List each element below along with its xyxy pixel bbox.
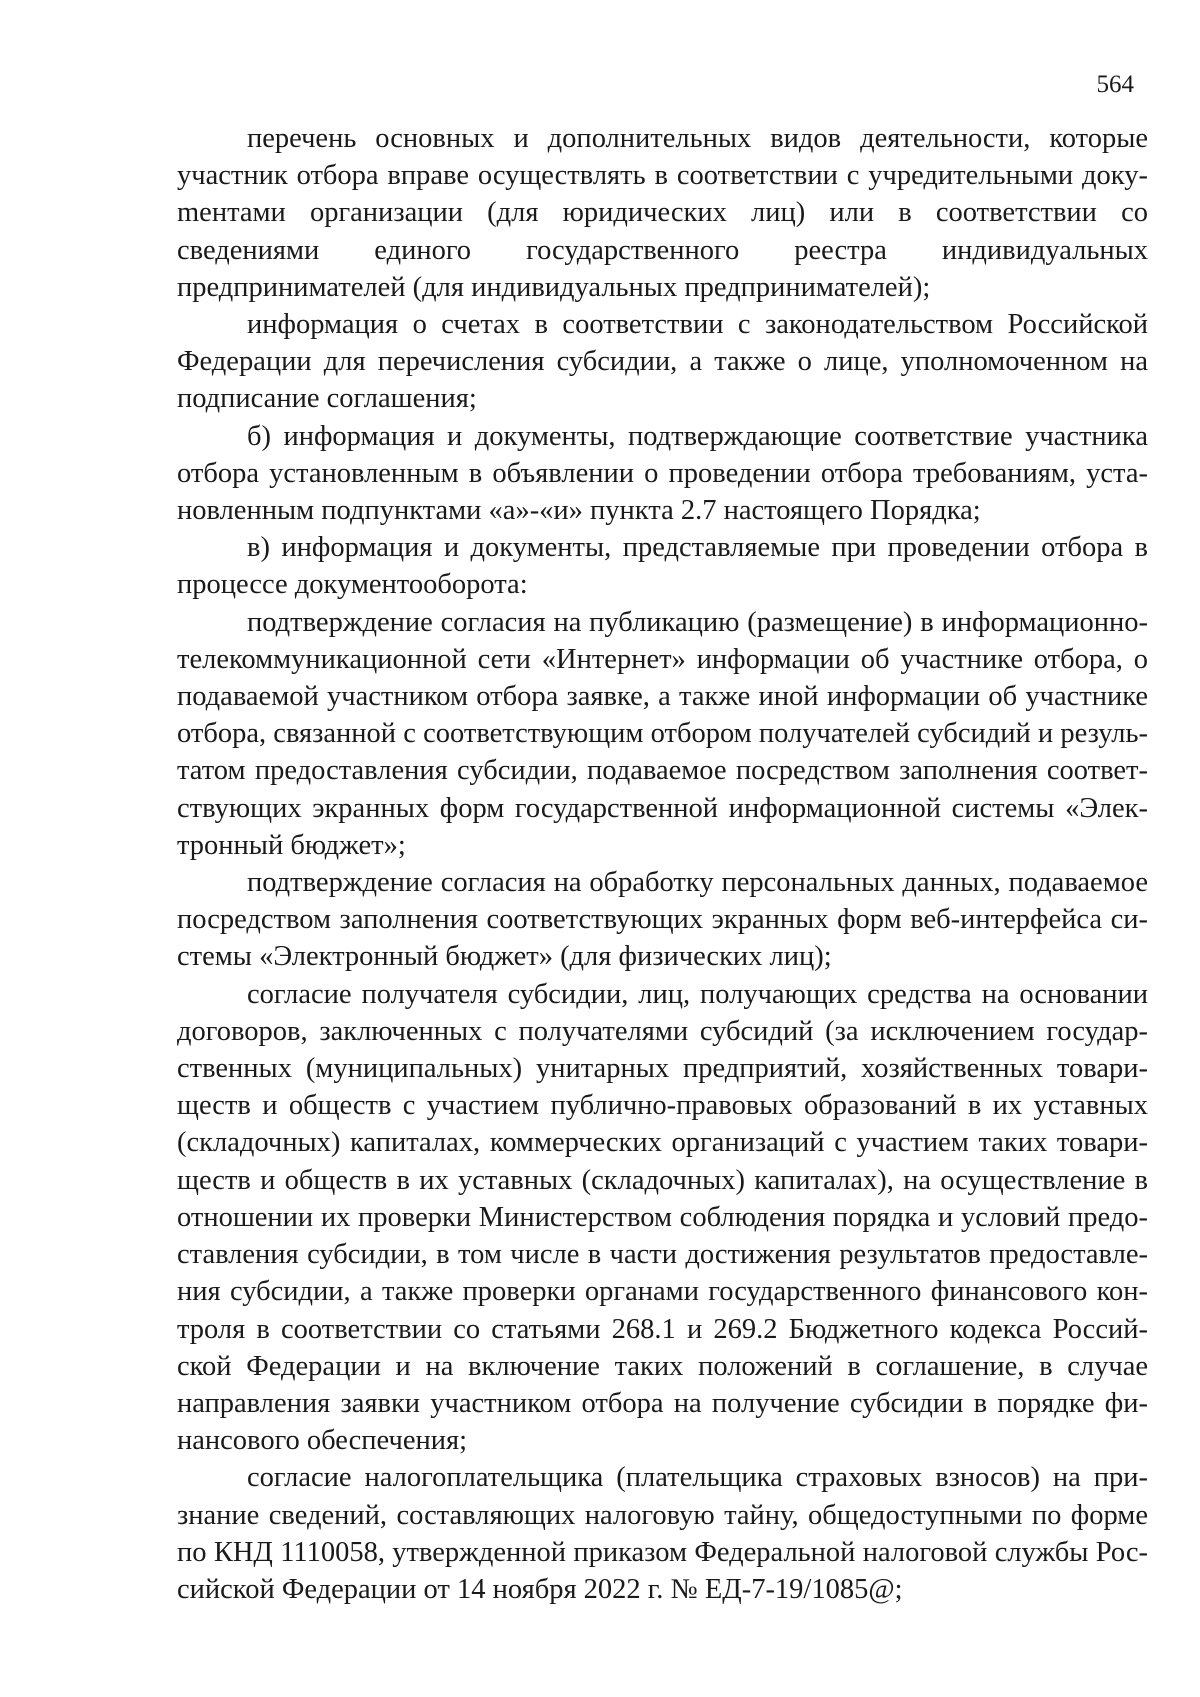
paragraph-bank-accounts: информация о счетах в соответствии с законодательством Российской Федерации для перечисления субсидии, а также о лице, уполномоченном на подписание соглашения; bbox=[177, 309, 1148, 415]
paragraph-item-v: в) информация и документы, представляемые при проведении отбора в процессе документооборота: bbox=[177, 532, 1148, 601]
paragraph-inspection-consent: согласие получателя субсидии, лиц, получающих средства на основании договоров, заключенных с получателями субсидий (за исключением государственных (муниципальных) унитарных предприятий, хозяйственных товариществ и обществ с участием публично-правовых образований в их уставных (складочных) капиталах, коммерческих организаций с участием таких товариществ и обществ в их уставных (складочных) капиталах), на осуществление в отношении их проверки Министерством соблюдения порядка и условий предоставления субсидии, в том числе в части достижения результатов предоставления субсидии, а также проверки органами государственного финансового контроля в соответствии со статьями 268.1 и 269.2 Бюджетного кодекса Российской Федерации и на включение таких положений в соглашение, в случае направления заявки участником отбора на получение субсидии в порядке финансового обеспечения; bbox=[177, 978, 1148, 1457]
paragraph-publication-consent: подтверждение согласия на публикацию (размещение) в информационно-телекоммуникационной сети «Интернет» информации об участнике отбора, о подаваемой участником отбора заявке, а также иной информации об участнике отбора, связанной с соответствующим отбором получателей субсидий и результатом предоставления субсидии, подаваемое посредством заполнения соответствующих экранных форм государственной информационной системы «Электронный бюджет»; bbox=[177, 606, 1148, 861]
paragraph-personal-data-consent: подтверждение согласия на обработку персональных данных, подаваемое посредством заполнения соответствующих экранных форм веб-интерфейса системы «Электронный бюджет» (для физических лиц); bbox=[177, 867, 1148, 973]
paragraph-tax-secret-consent: согласие налогоплательщика (плательщика страховых взносов) на признание сведений, составляющих налоговую тайну, общедоступными по форме по КНД 1110058, утвержденной приказом Федеральной налоговой службы Российской Федерации от 14 ноября 2022 г. № ЕД-7-19/1085@; bbox=[177, 1462, 1148, 1605]
paragraph-activities-list: перечень основных и дополнительных видов деятельности, которые участник отбора вправе осуществлять в соответствии с учредительными докуmентами организации (для юридических лиц) или в соответствии со сведениями единого государственного реестра индивидуальных предпринимателей (для индивидуальных предпринимателей); bbox=[177, 123, 1148, 303]
document-body bbox=[177, 120, 1148, 1608]
page-number: 564 bbox=[1096, 71, 1134, 98]
paragraph-item-b: б) информация и документы, подтверждающие соответствие участника отбора установленным в объявлении о проведении отбора требованиям, установленным подпунктами «а»-«и» пункта 2.7 настоящего Порядка; bbox=[177, 420, 1148, 527]
